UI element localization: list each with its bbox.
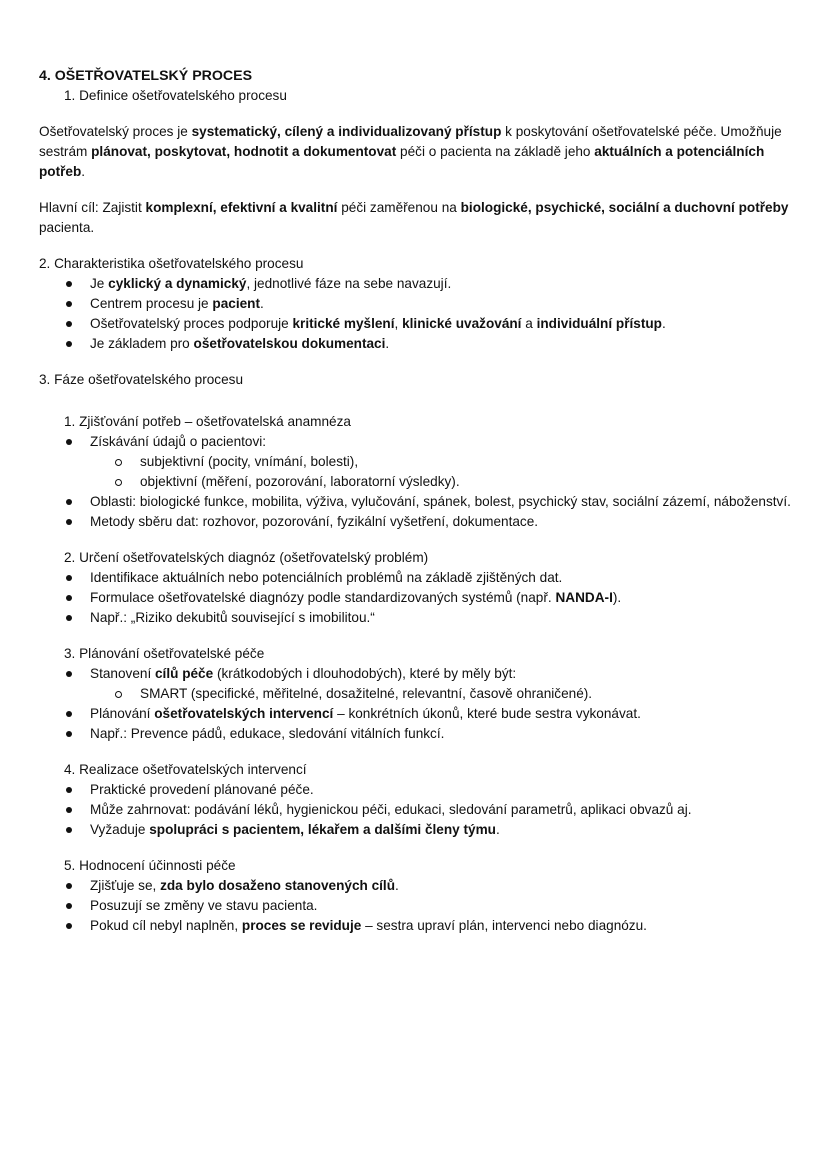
list-item: Získávání údajů o pacientovi: subjektivní (pocity, vnímání, bolesti), objektivní (měření, pozorování, laboratorní výsledky). — [39, 432, 791, 492]
list-item: Např.: „Riziko dekubitů související s imobilitou.“ — [39, 608, 791, 628]
list-item: Ošetřovatelský proces podporuje kritické myšlení, klinické uvažování a individuální přístup. — [39, 314, 791, 334]
phase-title-implementation: 4. Realizace ošetřovatelských intervencí — [64, 762, 307, 777]
phase-title-diagnosis: 2. Určení ošetřovatelských diagnóz (ošetřovatelský problém) — [64, 550, 429, 565]
list-item: Plánování ošetřovatelských intervencí – konkrétních úkonů, které bude sestra vykonávat. — [39, 704, 791, 724]
list-item: Zjišťuje se, zda bylo dosaženo stanovených cílů. — [39, 876, 791, 896]
phase1-list-2 — [39, 492, 791, 532]
bold-text: biologické, psychické, sociální a duchovní potřeby — [460, 200, 789, 215]
list-item: Např.: Prevence pádů, edukace, sledování vitálních funkcí. — [39, 724, 791, 744]
list-item: Oblasti: biologické funkce, mobilita, výživa, vylučování, spánek, bolest, psychický stav, sociální zázemí, náboženství. — [39, 492, 791, 512]
phase-title-assessment: 1. Zjišťování potřeb – ošetřovatelská anamnéza — [64, 414, 351, 429]
phase1-list — [39, 432, 791, 492]
sublist — [90, 684, 791, 704]
phase4-list — [39, 780, 791, 840]
sublist-item: subjektivní (pocity, vnímání, bolesti), — [90, 452, 791, 472]
list-item: Centrem procesu je pacient. — [39, 294, 791, 314]
sublist-item: SMART (specifické, měřitelné, dosažitelné, relevantní, časově ohraničené). — [90, 684, 791, 704]
list-item: Je základem pro ošetřovatelskou dokumentaci. — [39, 334, 791, 354]
text: pacienta. — [39, 220, 95, 235]
phase2-list — [39, 568, 791, 628]
definition-paragraph — [39, 122, 791, 182]
text: Hlavní cíl: Zajistit — [39, 200, 146, 215]
section-title-characteristics: 2. Charakteristika ošetřovatelského procesu — [39, 256, 304, 271]
list-item: Stanovení cílů péče (krátkodobých i dlouhodobých), které by měly být: SMART (specifické, měřitelné, dosažitelné, relevantní, časově ohraničené). — [39, 664, 791, 704]
phase3-list — [39, 664, 791, 744]
section-title-phases: 3. Fáze ošetřovatelského procesu — [39, 372, 244, 387]
bold-text: plánovat, poskytovat, hodnotit a dokumentovat — [91, 144, 397, 159]
list-item: Je cyklický a dynamický, jednotlivé fáze na sebe navazují. — [39, 274, 791, 294]
list-item: Může zahrnovat: podávání léků, hygienickou péči, edukaci, sledování parametrů, aplikaci obvazů aj. — [39, 800, 791, 820]
text: . — [81, 164, 86, 179]
list-item: Identifikace aktuálních nebo potenciálních problémů na základě zjištěných dat. — [39, 568, 791, 588]
list-item: Praktické provedení plánované péče. — [39, 780, 791, 800]
text: k poskytování ošetřovatelské péče. Umožňuje sestrám — [39, 124, 782, 159]
phase5-list — [39, 876, 791, 936]
chapter-heading: 4. OŠETŘOVATELSKÝ PROCES — [39, 68, 253, 84]
list-item: Vyžaduje spolupráci s pacientem, lékařem a dalšími členy týmu. — [39, 820, 791, 840]
text: péči o pacienta na základě jeho — [396, 144, 595, 159]
phase-title-evaluation: 5. Hodnocení účinnosti péče — [64, 858, 236, 873]
list-item: Posuzují se změny ve stavu pacienta. — [39, 896, 791, 916]
bold-text: systematický, cílený a individualizovaný přístup — [191, 124, 502, 139]
characteristics-list — [39, 274, 791, 354]
subheading-definition: 1. Definice ošetřovatelského procesu — [64, 88, 287, 103]
list-item: Metody sběru dat: rozhovor, pozorování, fyzikální vyšetření, dokumentace. — [39, 512, 791, 532]
bold-text: komplexní, efektivní a kvalitní — [145, 200, 338, 215]
sublist-item: objektivní (měření, pozorování, laboratorní výsledky). — [90, 472, 791, 492]
list-item: Formulace ošetřovatelské diagnózy podle standardizovaných systémů (např. NANDA-I). — [39, 588, 791, 608]
text: péči zaměřenou na — [337, 200, 461, 215]
bold-text: aktuálních a potenciálních potřeb — [39, 144, 765, 179]
list-item: Pokud cíl nebyl naplněn, proces se reviduje – sestra upraví plán, intervenci nebo diagnózu. — [39, 916, 791, 936]
phase-title-planning: 3. Plánování ošetřovatelské péče — [64, 646, 265, 661]
document-page — [39, 62, 791, 936]
main-goal-paragraph — [39, 198, 791, 238]
sublist — [90, 452, 791, 492]
text: Ošetřovatelský proces je — [39, 124, 192, 139]
